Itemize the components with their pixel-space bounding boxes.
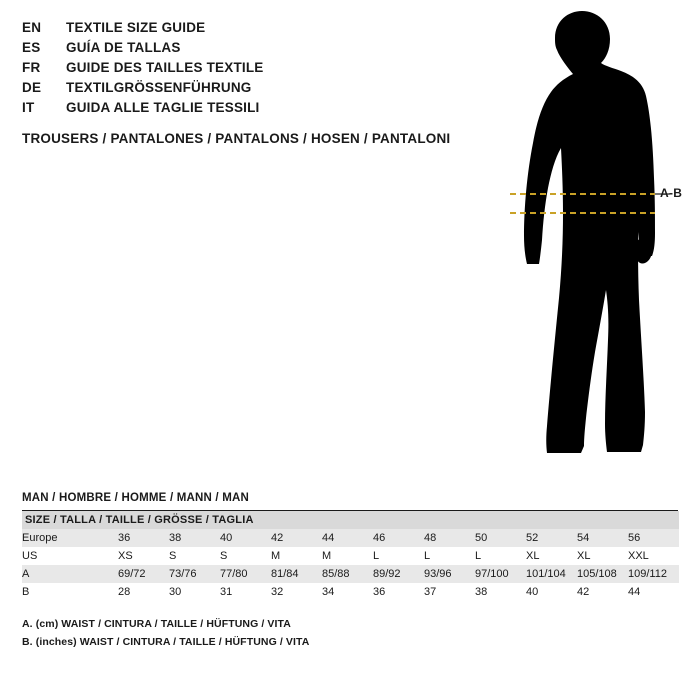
language-row <box>22 40 472 60</box>
table-cell: L <box>475 550 482 562</box>
garment-type-label: TROUSERS / PANTALONES / PANTALONS / HOSEN / PANTALONI <box>22 131 451 146</box>
language-code: ES <box>22 40 41 55</box>
table-cell: 89/92 <box>373 568 401 580</box>
table-cell: M <box>271 550 281 562</box>
language-code: IT <box>22 100 35 115</box>
language-code: DE <box>22 80 42 95</box>
table-cell: 31 <box>220 586 233 598</box>
table-cell: L <box>424 550 431 562</box>
table-cell: 52 <box>526 532 539 544</box>
table-cell: 81/84 <box>271 568 299 580</box>
footnotes-block <box>22 615 678 652</box>
language-row <box>22 80 472 100</box>
table-cell: 56 <box>628 532 641 544</box>
table-cell: 109/112 <box>628 568 667 580</box>
table-cell: 28 <box>118 586 131 598</box>
language-title: GUÍA DE TALLAS <box>66 40 181 55</box>
man-silhouette-figure <box>455 8 700 478</box>
language-code: FR <box>22 60 41 75</box>
table-cell: 42 <box>271 532 284 544</box>
table-cell: XXL <box>628 550 649 562</box>
table-cell: L <box>373 550 380 562</box>
table-cell: 37 <box>424 586 437 598</box>
footnote-b: B. (inches) WAIST / CINTURA / TAILLE / HÜFTUNG / VITA <box>22 636 310 649</box>
language-header-block <box>22 20 472 146</box>
table-row <box>22 583 679 601</box>
table-cell: 73/76 <box>169 568 197 580</box>
table-cell: 44 <box>628 586 641 598</box>
table-cell: 101/104 <box>526 568 566 580</box>
table-row <box>22 529 679 547</box>
table-cell: 50 <box>475 532 488 544</box>
language-title: TEXTILE SIZE GUIDE <box>66 20 206 35</box>
table-cell: 54 <box>577 532 590 544</box>
size-table <box>22 511 679 601</box>
ab-measure-label: A-B <box>660 186 683 200</box>
table-cell: 30 <box>169 586 182 598</box>
table-cell: 40 <box>526 586 539 598</box>
table-row <box>22 547 679 565</box>
silhouette-svg <box>455 8 700 478</box>
table-cell: 44 <box>322 532 335 544</box>
table-cell: XL <box>577 550 591 562</box>
table-cell: 36 <box>373 586 386 598</box>
language-title: GUIDA ALLE TAGLIE TESSILI <box>66 100 260 115</box>
table-cell: S <box>169 550 177 562</box>
row-label: A <box>22 568 30 580</box>
language-code: EN <box>22 20 42 35</box>
language-row <box>22 100 472 120</box>
table-cell: 36 <box>118 532 131 544</box>
language-row <box>22 20 472 40</box>
table-cell: 46 <box>373 532 386 544</box>
table-cell: S <box>220 550 228 562</box>
table-row <box>22 565 679 583</box>
table-cell: 97/100 <box>475 568 509 580</box>
table-cell: 38 <box>475 586 488 598</box>
table-cell: M <box>322 550 332 562</box>
table-cell: 38 <box>169 532 182 544</box>
table-cell: 85/88 <box>322 568 350 580</box>
table-cell: 105/108 <box>577 568 617 580</box>
footnote-a: A. (cm) WAIST / CINTURA / TAILLE / HÜFTUNG / VITA <box>22 618 291 630</box>
table-cell: 32 <box>271 586 284 598</box>
table-cell: 34 <box>322 586 335 598</box>
table-header-label: SIZE / TALLA / TAILLE / GRÖSSE / TAGLIA <box>25 514 254 526</box>
table-cell: 48 <box>424 532 437 544</box>
row-label: Europe <box>22 532 58 544</box>
language-row <box>22 60 472 80</box>
table-header-row <box>22 511 679 529</box>
table-cell: 69/72 <box>118 568 146 580</box>
size-table-area <box>22 492 678 652</box>
language-title: GUIDE DES TAILLES TEXTILE <box>66 60 264 75</box>
table-cell: 77/80 <box>220 568 248 580</box>
table-cell: XL <box>526 550 540 562</box>
table-cell: 42 <box>577 586 590 598</box>
row-label: B <box>22 586 30 598</box>
table-cell: 40 <box>220 532 233 544</box>
row-label: US <box>22 550 38 562</box>
table-section-title: MAN / HOMBRE / HOMME / MANN / MAN <box>22 492 678 511</box>
table-cell: XS <box>118 550 133 562</box>
table-cell: 93/96 <box>424 568 452 580</box>
language-title: TEXTILGRÖSSENFÜHRUNG <box>66 80 252 95</box>
